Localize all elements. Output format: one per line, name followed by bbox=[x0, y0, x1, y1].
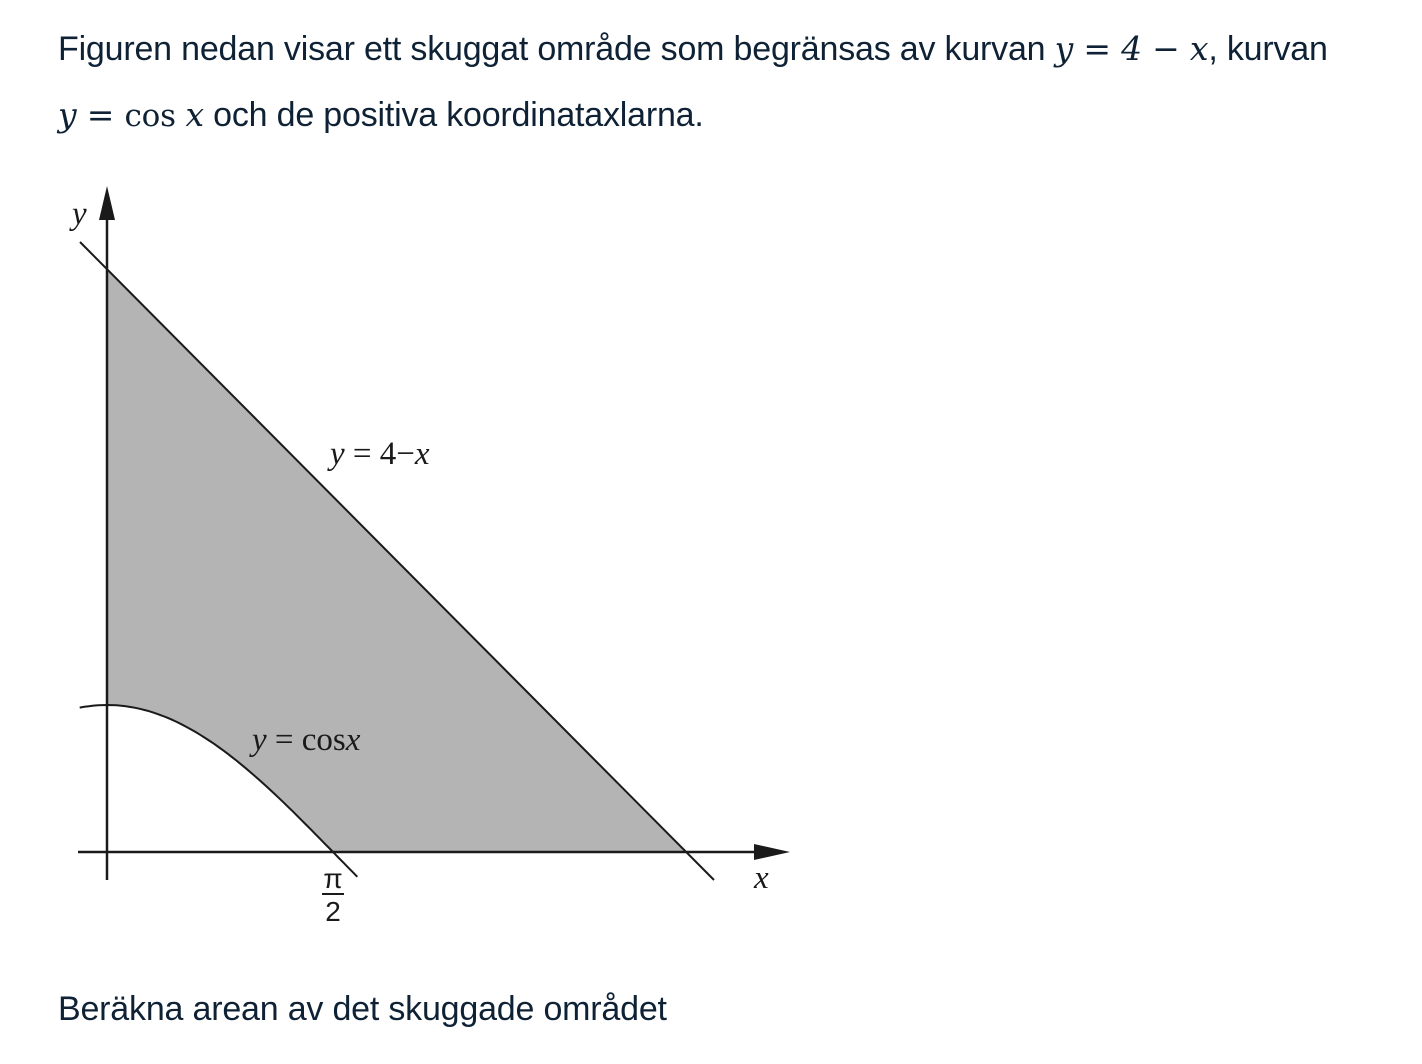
tick-label-pi: π bbox=[323, 863, 343, 894]
intro-math-cos: cos bbox=[124, 98, 186, 134]
intro-text-1: Figuren nedan visar ett skuggat område som begränsas av kurvan bbox=[58, 30, 1055, 68]
intro-text-1-tail: , kurvan bbox=[1208, 30, 1328, 68]
intro-math-y: y = bbox=[58, 95, 125, 134]
line-label: y = 4−x bbox=[330, 436, 430, 472]
curve-label: y = cosx bbox=[252, 722, 361, 758]
tick-label-2: 2 bbox=[325, 896, 341, 927]
x-axis-label: x bbox=[754, 860, 769, 896]
y-axis-label: y bbox=[72, 196, 87, 232]
x-axis-arrow bbox=[754, 844, 790, 860]
intro-math-line: y = 4 − x bbox=[1054, 29, 1209, 68]
intro-math-x: x bbox=[185, 95, 204, 134]
intro-text-2: och de positiva koordinataxlarna. bbox=[203, 96, 704, 134]
y-axis-arrow bbox=[99, 186, 115, 220]
question-text: Beräkna arean av det skuggade området bbox=[58, 990, 667, 1028]
